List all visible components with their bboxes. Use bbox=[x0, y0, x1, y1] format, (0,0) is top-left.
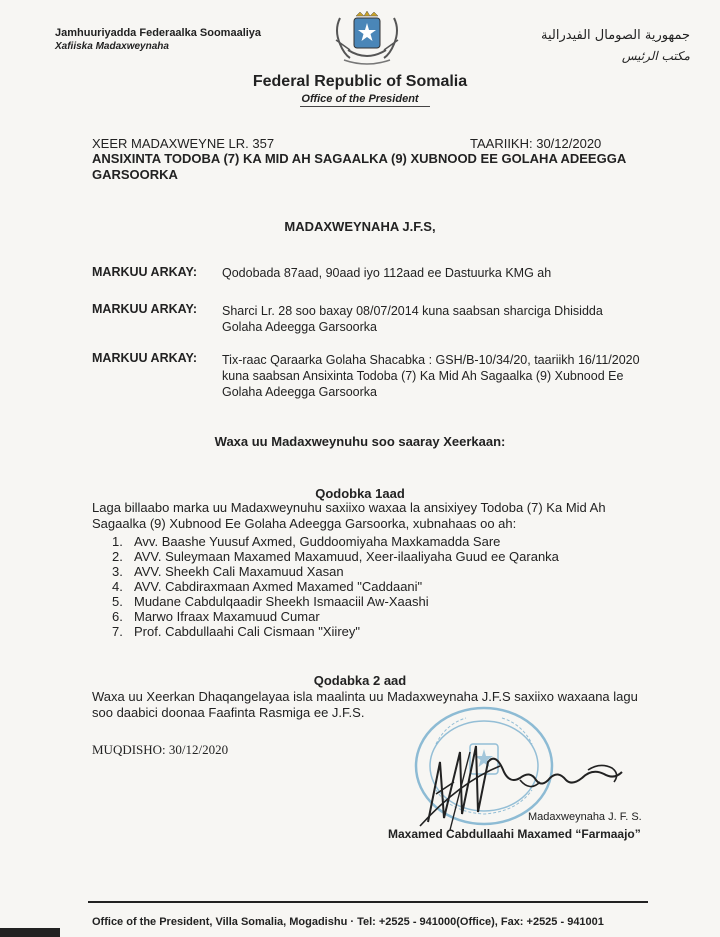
somalia-coat-of-arms-icon bbox=[330, 10, 404, 68]
article-2-heading: Qodabka 2 aad bbox=[313, 673, 407, 688]
members-list bbox=[112, 534, 559, 639]
article-1-intro: Laga billaabo marka uu Madaxweynuhu saxiixo waxaa la ansixiyey Todoba (7) Ka Mid Ah Sagaalka (9) Xubnood Ee Golaha Adeegga Garsoorka, xubnahaas oo ah: bbox=[92, 500, 606, 531]
list-item: 1. Avv. Baashe Yuusuf Axmed, Guddoomiyaha Maxkamadda Sare bbox=[112, 534, 501, 549]
footer-divider bbox=[88, 901, 648, 903]
list-item: 2. AVV. Suleymaan Maxamed Maxamuud, Xeer-ilaaliyaha Guud ee Qaranka bbox=[112, 549, 559, 564]
header-right bbox=[541, 26, 690, 66]
document-title: Federal Republic of Somalia bbox=[252, 73, 468, 90]
title-divider bbox=[300, 106, 430, 107]
decree-number: XEER MADAXWEYNE LR. 357 bbox=[92, 136, 275, 151]
header-left bbox=[55, 26, 261, 54]
list-item: 5. Mudane Cabdulqaadir Sheekh Ismaaciil Aw-Xaashi bbox=[112, 594, 429, 609]
article-1-heading: Qodobka 1aad bbox=[315, 486, 405, 501]
place-date: MUQDISHO: 30/12/2020 bbox=[92, 742, 229, 757]
consideration-label: MARKUU ARKAY: bbox=[92, 302, 198, 316]
header-country-arabic: جمهورية الصومال الفيدرالية bbox=[541, 28, 690, 43]
list-item: 6. Marwo Ifraax Maxamuud Cumar bbox=[112, 609, 320, 624]
footer-address: Office of the President, Villa Somalia, Mogadishu · Tel: +2525 - 941000(Office), Fax: +2525 - 941001 bbox=[92, 916, 604, 928]
signatory-title: Madaxweynaha J. F. S. bbox=[528, 811, 642, 823]
office-subtitle: Office of the President bbox=[301, 93, 419, 105]
header-country-somali: Jamhuuriyadda Federaalka Soomaaliya bbox=[55, 27, 262, 39]
decree-date: TAARIIKH: 30/12/2020 bbox=[470, 136, 602, 151]
consideration-text: Tix-raac Qaraarka Golaha Shacabka : GSH/B-10/34/20, taariikh 16/11/2020 kuna saabsan Ansixinta Todoba (7) Ka Mid Ah Sagaalka (9) Xubnood Ee Golaha Adeegga Garsoorka bbox=[222, 353, 640, 399]
header-office-arabic: مكتب الرئيس bbox=[621, 49, 690, 63]
list-item: 3. AVV. Sheekh Cali Maxamuud Xasan bbox=[112, 564, 344, 579]
decree-subject: ANSIXINTA TODOBA (7) KA MID AH SAGAALKA (9) XUBNOOD EE GOLAHA ADEEGGA GARSOORKA bbox=[92, 151, 626, 182]
consideration-text: Sharci Lr. 28 soo baxay 08/07/2014 kuna saabsan sharciga Dhisidda Golaha Adeegga Garsoorka bbox=[222, 304, 603, 334]
decree-heading: Waxa uu Madaxweynuhu soo saaray Xeerkaan: bbox=[214, 434, 506, 449]
list-item: 7. Prof. Cabdullaahi Cali Cismaan "Xiirey" bbox=[112, 624, 360, 639]
president-heading: MADAXWEYNAHA J.F.S, bbox=[284, 219, 436, 234]
list-item: 4. AVV. Cabdiraxmaan Axmed Maxamed "Caddaani" bbox=[112, 579, 423, 594]
article-2-text: Waxa uu Xeerkan Dhaqangelayaa isla maalinta uu Madaxweynaha J.F.S saxiixo waxaana lagu soo daabici doonaa Faafinta Rasmiga ee J.F.S. bbox=[92, 689, 638, 720]
page-corner-mark bbox=[0, 928, 60, 937]
header-office-somali: Xafiiska Madaxweynaha bbox=[55, 41, 169, 52]
consideration-text: Qodobada 87aad, 90aad iyo 112aad ee Dastuurka KMG ah bbox=[222, 266, 552, 280]
signatory-name: Maxamed Cabdullaahi Maxamed “Farmaajo” bbox=[388, 827, 641, 841]
consideration-label: MARKUU ARKAY: bbox=[92, 265, 198, 279]
consideration-label: MARKUU ARKAY: bbox=[92, 351, 198, 365]
